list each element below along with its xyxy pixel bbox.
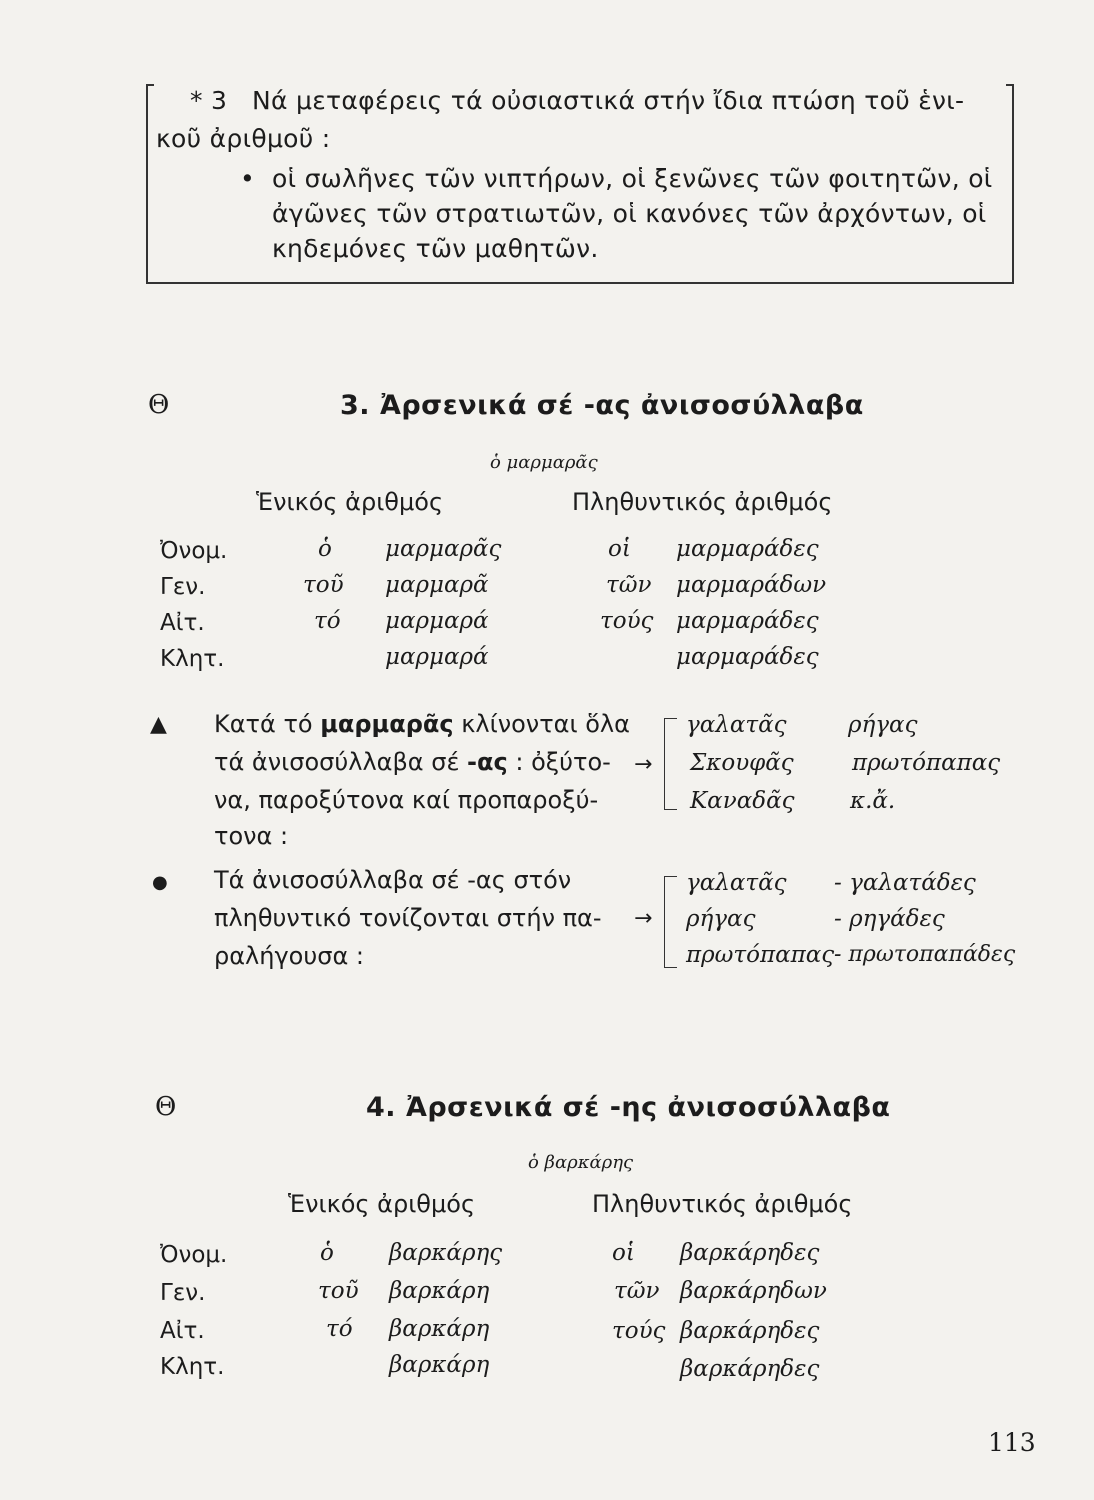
rule-1-line-3: να, παροξύτονα καί προπαροξύ-	[214, 786, 599, 814]
bullet-icon: ●	[152, 872, 168, 893]
rule-1-line-1: Κατά τό μαρμαρᾶς κλίνονται ὅλα	[214, 710, 630, 738]
exercise-line-3: οἱ σωλῆνες τῶν νιπτήρων, οἱ ξενῶνες τῶν φοιτητῶν, οἱ	[272, 164, 993, 193]
exercise-line-5: κηδεμόνες τῶν μαθητῶν.	[272, 234, 599, 263]
form-plural: μαρμαράδες	[676, 644, 819, 670]
singular-header: Ἑνικός ἀριθμός	[256, 488, 444, 516]
article-singular: τοῦ	[318, 1278, 359, 1304]
singular-header: Ἑνικός ἀριθμός	[288, 1190, 476, 1218]
rule-2-line-1: Τά ἀνισοσύλλαβα σέ -ας στόν	[214, 866, 572, 894]
section-4-heading: 4. Ἀρσενικά σέ -ης ἀνισοσύλλαβα	[366, 1092, 891, 1123]
example-plural: - πρωτοπαπάδες	[834, 942, 1016, 967]
article-plural: τούς	[612, 1318, 666, 1344]
article-plural: τούς	[600, 608, 654, 634]
case-label: Αἰτ.	[160, 610, 205, 636]
box-corner-left	[146, 84, 154, 86]
plural-header: Πληθυντικός ἀριθμός	[572, 488, 833, 516]
form-singular: μαρμαρᾶ	[385, 572, 489, 598]
example-plural: - γαλατάδες	[834, 870, 976, 896]
case-label: Αἰτ.	[160, 1318, 205, 1344]
example-singular: ρήγας	[686, 906, 756, 932]
exercise-line-1: Νά μεταφέρεις τά οὐσιαστικά στήν ἴδια πτώση τοῦ ἑνι-	[252, 86, 965, 115]
article-singular: τό	[326, 1316, 353, 1342]
example-word: Σκουφᾶς	[690, 750, 794, 776]
form-plural: βαρκάρηδων	[680, 1278, 827, 1304]
form-singular: βαρκάρης	[389, 1240, 503, 1266]
article-singular: τοῦ	[303, 572, 344, 598]
form-singular: μαρμαρᾶς	[385, 536, 502, 562]
exercise-marker: * 3	[190, 86, 228, 115]
exercise-bullet: •	[240, 164, 256, 193]
form-plural: βαρκάρηδες	[680, 1356, 820, 1382]
article-singular: ὁ	[320, 1240, 334, 1266]
example-singular: γαλατᾶς	[686, 870, 787, 896]
rule-1-line-4: τονα :	[214, 822, 289, 850]
case-label: Γεν.	[160, 574, 206, 600]
box-corner-right	[1006, 84, 1014, 86]
form-plural: μαρμαράδες	[676, 536, 819, 562]
form-plural: μαρμαράδων	[676, 572, 827, 598]
case-label: Γεν.	[160, 1280, 206, 1306]
case-label: Κλητ.	[160, 1354, 225, 1380]
form-singular: μαρμαρά	[385, 608, 489, 634]
rule-2-line-2: πληθυντικό τονίζονται στήν πα-	[214, 904, 602, 932]
example-word: γαλατᾶς	[686, 712, 787, 738]
section-4-noun: ὁ βαρκάρης	[528, 1152, 634, 1173]
article-plural: οἱ	[608, 536, 631, 562]
section-3-heading: 3. Ἀρσενικά σέ -ας ἀνισοσύλλαβα	[340, 390, 864, 421]
exercise-line-2: κοῦ ἀριθμοῦ :	[156, 124, 331, 153]
form-singular: βαρκάρη	[389, 1316, 490, 1342]
case-label: Κλητ.	[160, 646, 225, 672]
article-plural: τῶν	[614, 1278, 660, 1304]
form-plural: μαρμαράδες	[676, 608, 819, 634]
example-word: κ.ἄ.	[850, 788, 896, 814]
rule-2-line-3: ραλήγουσα :	[214, 942, 364, 970]
article-plural: οἱ	[612, 1240, 635, 1266]
example-word: ρήγας	[848, 712, 918, 738]
article-plural: τῶν	[606, 572, 652, 598]
form-singular: μαρμαρά	[385, 644, 489, 670]
triangle-icon: ▲	[150, 712, 167, 737]
rule-1-line-2: τά ἀνισοσύλλαβα σέ -ας : ὀξύτο-	[214, 748, 611, 776]
theta-symbol: Θ	[155, 1092, 177, 1122]
case-label: Ὀνομ.	[160, 538, 228, 564]
case-label: Ὀνομ.	[160, 1242, 228, 1268]
section-3-noun: ὁ μαρμαρᾶς	[490, 452, 598, 473]
example-word: πρωτόπαπας	[852, 750, 1001, 776]
form-singular: βαρκάρη	[389, 1278, 490, 1304]
bracket	[664, 718, 677, 810]
arrow-right-icon: →	[634, 752, 653, 777]
example-singular: πρωτόπαπας	[686, 942, 835, 968]
exercise-line-4: ἀγῶνες τῶν στρατιωτῶν, οἱ κανόνες τῶν ἀρχόντων, οἱ	[272, 199, 987, 228]
form-plural: βαρκάρηδες	[680, 1240, 820, 1266]
page-number: 113	[988, 1428, 1036, 1457]
form-plural: βαρκάρηδες	[680, 1318, 820, 1344]
arrow-right-icon: →	[634, 906, 653, 931]
example-word: Καναδᾶς	[690, 788, 795, 814]
bracket	[664, 876, 677, 968]
example-plural: - ρηγάδες	[834, 906, 945, 932]
form-singular: βαρκάρη	[389, 1352, 490, 1378]
article-singular: ὁ	[318, 536, 332, 562]
theta-symbol: Θ	[148, 390, 170, 420]
article-singular: τό	[314, 608, 341, 634]
plural-header: Πληθυντικός ἀριθμός	[592, 1190, 853, 1218]
